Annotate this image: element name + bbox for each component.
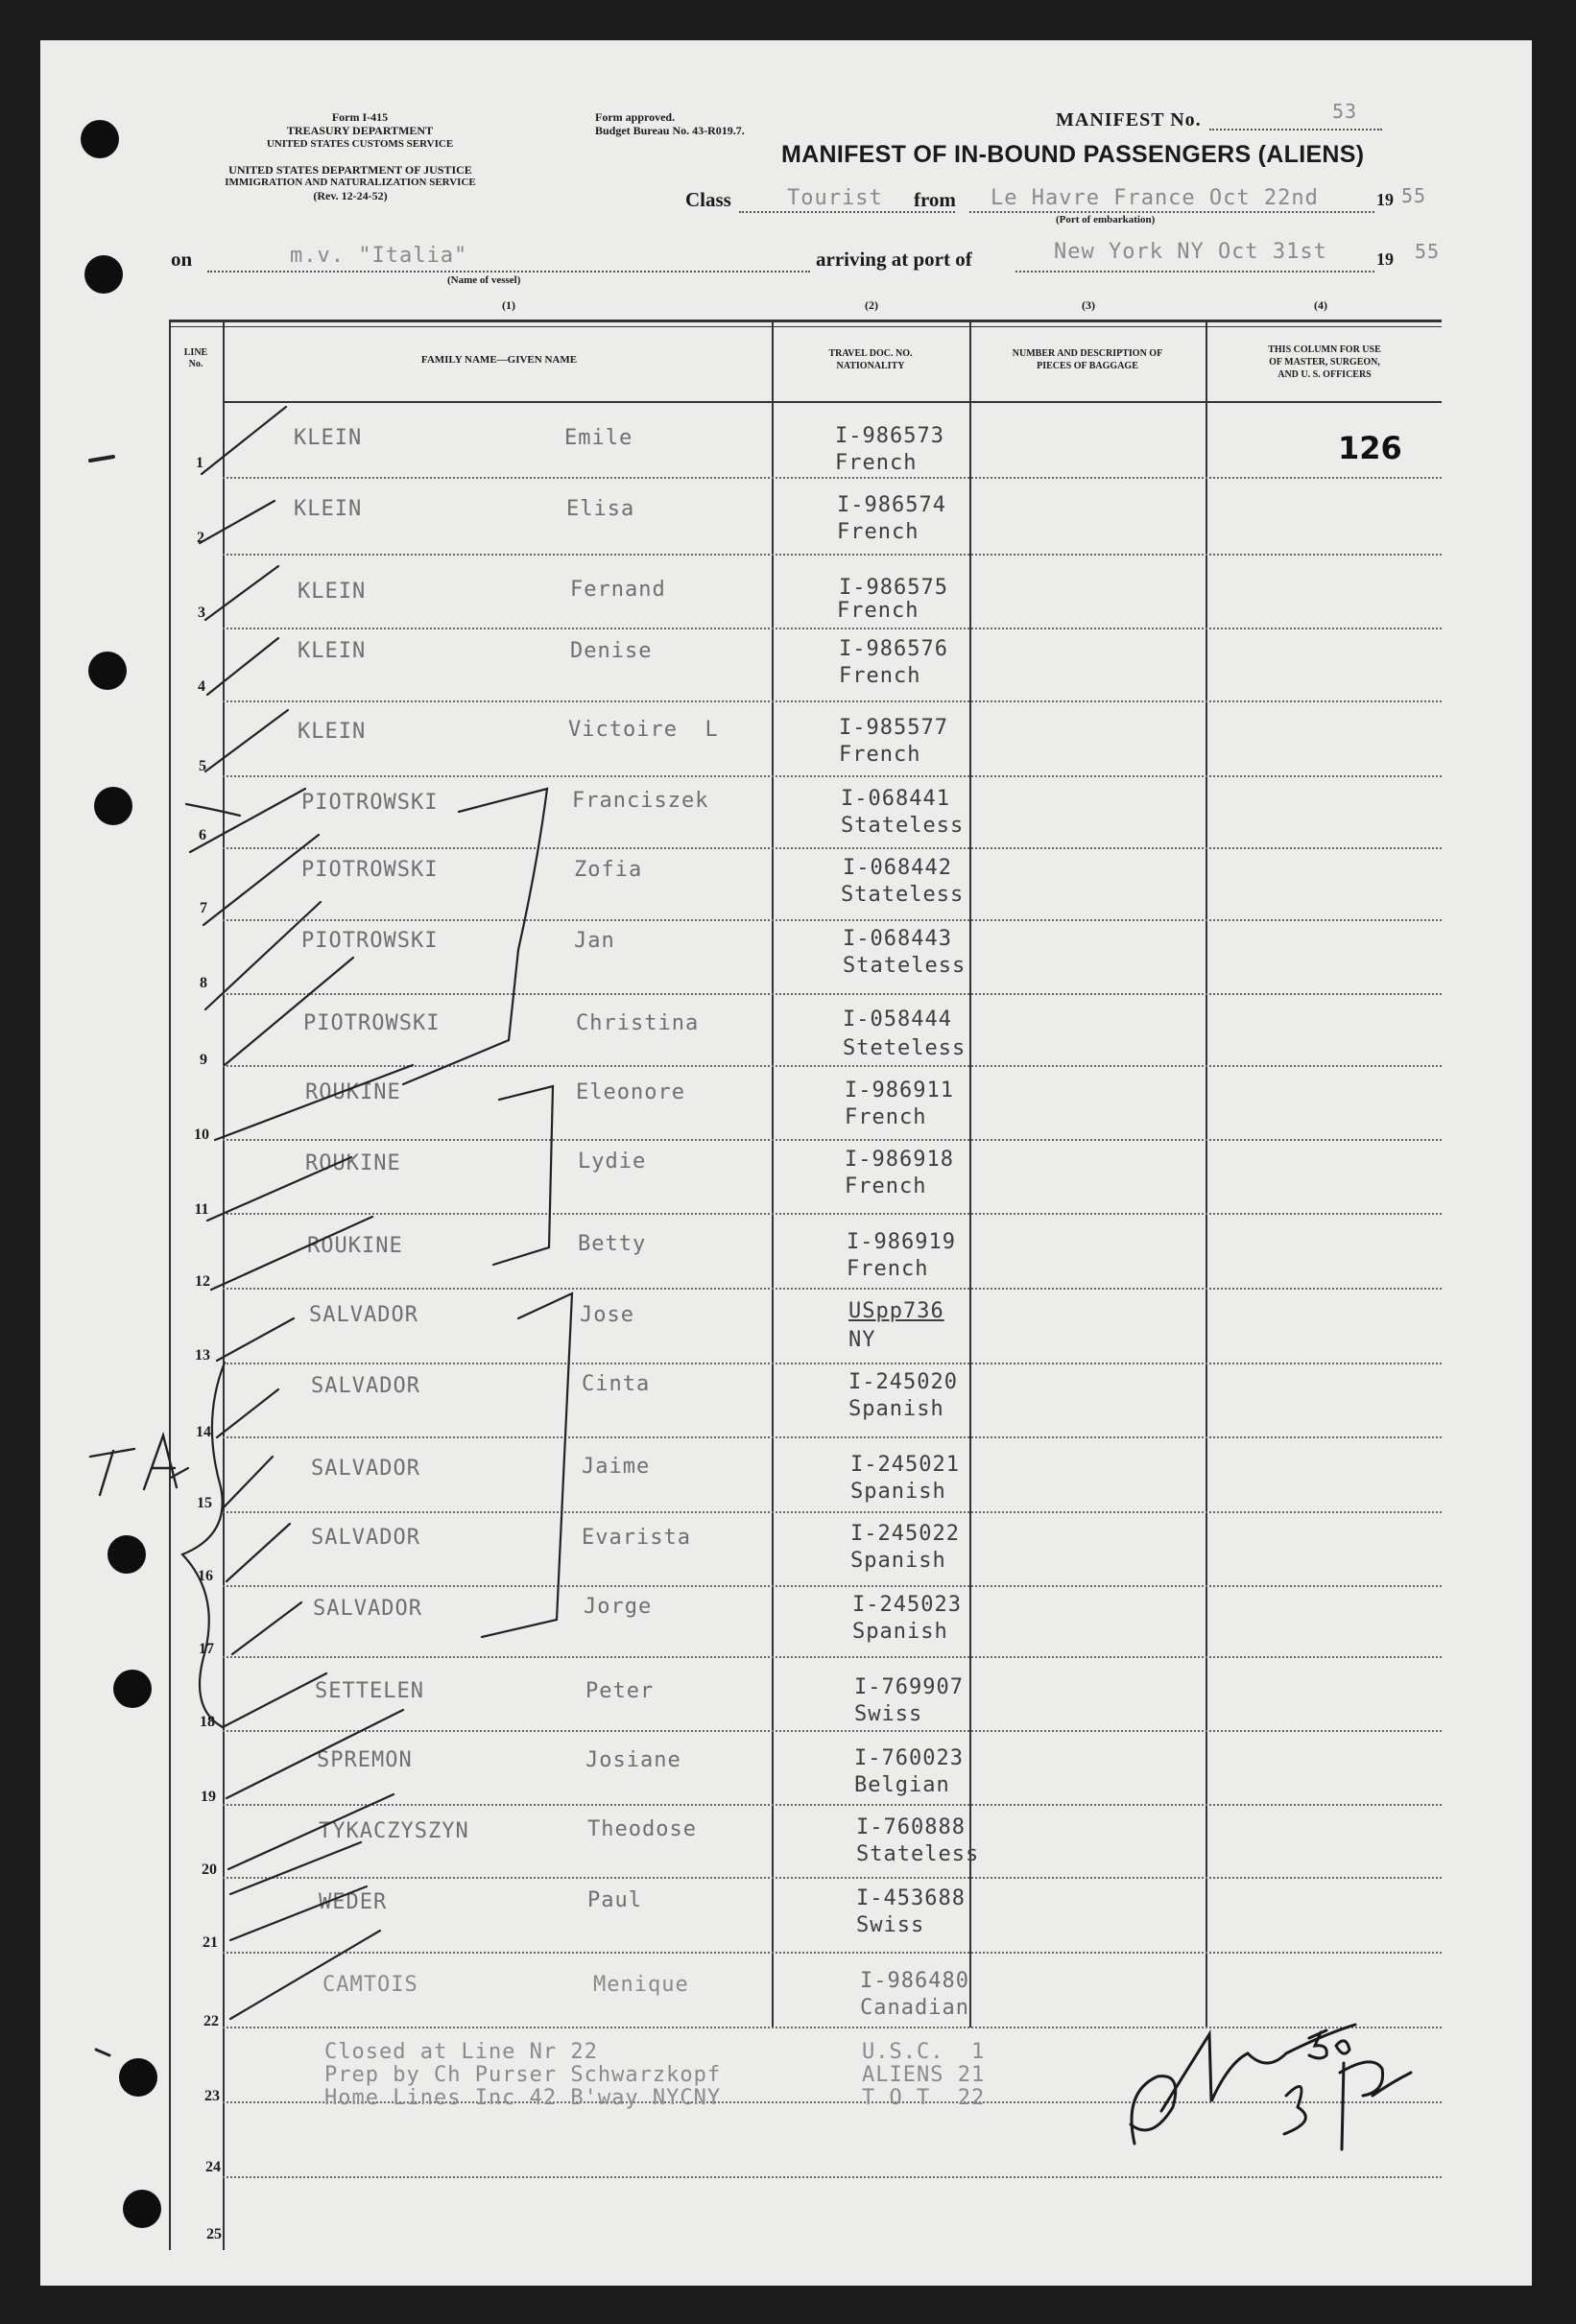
travel-doc-number: I-986574 [837, 493, 946, 517]
passenger-given-name: Betty [578, 1232, 647, 1256]
vessel-caption: (Name of vessel) [447, 274, 521, 286]
line-number: 9 [200, 1052, 207, 1068]
nationality: Spanish [850, 1480, 946, 1504]
travel-doc-number: I-986911 [845, 1079, 954, 1103]
nationality: French [839, 743, 921, 767]
passenger-family-name: SPREMON [317, 1748, 413, 1772]
travel-doc-number: I-986918 [845, 1148, 954, 1172]
passenger-family-name: TYKACZYSZYN [319, 1819, 469, 1843]
nationality: NY [848, 1328, 876, 1352]
form-revision: (Rev. 12-24-52) [313, 189, 388, 202]
vessel-value: m.v. "Italia" [290, 244, 468, 268]
header-family-name: FAMILY NAME—GIVEN NAME [420, 354, 578, 366]
nationality: French [837, 599, 919, 623]
nationality: French [839, 664, 921, 688]
nationality: French [835, 451, 918, 475]
line-number: 2 [197, 530, 204, 546]
passenger-family-name: KLEIN [294, 426, 363, 450]
nationality: Belgian [854, 1773, 950, 1797]
port-embark-caption: (Port of embarkation) [1056, 214, 1156, 225]
travel-doc-number: I-986576 [839, 637, 948, 661]
closing-company: Home Lines Inc 42 B'way NYCNY [324, 2086, 722, 2110]
passenger-given-name: Cinta [582, 1372, 651, 1396]
nationality: Stateless [843, 954, 967, 978]
travel-doc-number: I-985577 [839, 716, 948, 740]
passenger-family-name: CAMTOIS [322, 1973, 418, 1997]
passenger-family-name: WEDER [319, 1890, 388, 1914]
passenger-given-name: Menique [593, 1973, 689, 1997]
nationality: French [837, 520, 919, 544]
line-number: 20 [202, 1862, 217, 1878]
form-number: Form I-415 [331, 110, 389, 124]
passenger-family-name: KLEIN [298, 580, 367, 604]
passenger-given-name: Jan [574, 929, 615, 953]
dept-treasury: TREASURY DEPARTMENT [286, 124, 434, 137]
arrival-year-prefix: 19 [1376, 249, 1394, 269]
passenger-given-name: Emile [564, 426, 633, 450]
line-number: 17 [199, 1641, 214, 1657]
passenger-family-name: ROUKINE [305, 1151, 401, 1175]
nationality: Steteless [843, 1036, 967, 1060]
line-number: 10 [194, 1126, 209, 1143]
line-number: 14 [196, 1424, 211, 1440]
line-number: 19 [201, 1789, 216, 1805]
passenger-family-name: SETTELEN [315, 1679, 424, 1703]
passenger-family-name: KLEIN [298, 639, 367, 663]
nationality: Stateless [841, 883, 965, 907]
nationality: Stateless [841, 814, 965, 838]
passenger-family-name: PIOTROWSKI [301, 791, 439, 815]
manifest-label: MANIFEST No. [1056, 109, 1202, 130]
passenger-family-name: SALVADOR [311, 1526, 420, 1550]
line-number: 3 [198, 605, 205, 621]
closing-prepared-by: Prep by Ch Purser Schwarzkopf [324, 2063, 722, 2087]
nationality: Swiss [854, 1702, 923, 1726]
embarkation-value: Le Havre France Oct 22nd [991, 186, 1319, 210]
nationality: Swiss [856, 1913, 925, 1937]
from-label: from [914, 188, 956, 211]
passenger-family-name: SALVADOR [311, 1457, 420, 1481]
class-value: Tourist [787, 186, 883, 210]
passenger-given-name: Jaime [582, 1455, 651, 1479]
manifest-number: 53 [1332, 100, 1358, 123]
passenger-given-name: Eleonore [576, 1080, 685, 1104]
header-line-no: LINE No. [183, 347, 208, 369]
arrival-value: New York NY Oct 31st [1054, 240, 1327, 264]
travel-doc-number: I-986575 [839, 576, 948, 600]
line-number: 22 [203, 2013, 219, 2029]
line-number: 21 [203, 1934, 218, 1951]
line-number: 24 [205, 2159, 221, 2175]
line-number: 13 [195, 1347, 210, 1364]
passenger-given-name: Franciszek [572, 789, 709, 813]
travel-doc-number: USpp736 [848, 1299, 944, 1323]
col-1-number: (1) [502, 298, 515, 312]
from-year-prefix: 19 [1376, 190, 1394, 209]
from-year: 55 [1401, 184, 1427, 207]
passenger-family-name: KLEIN [298, 720, 367, 744]
line-number: 4 [198, 678, 205, 695]
travel-doc-number: I-760023 [854, 1746, 964, 1770]
travel-doc-number: I-068441 [841, 787, 950, 811]
passenger-given-name: Victoire L [568, 718, 719, 742]
dept-justice: UNITED STATES DEPARTMENT OF JUSTICE [228, 163, 472, 177]
header-officers: THIS COLUMN FOR USE OF MASTER, SURGEON, AND U. S. OFFICERS [1268, 344, 1381, 380]
class-label: Class [685, 188, 731, 211]
travel-doc-number: I-453688 [856, 1886, 966, 1910]
total-overall: T O T 22 [862, 2086, 986, 2110]
passenger-given-name: Josiane [585, 1748, 681, 1772]
total-aliens: ALIENS 21 [862, 2063, 986, 2087]
arrival-year: 55 [1415, 240, 1441, 263]
header-baggage: NUMBER AND DESCRIPTION OF PIECES OF BAGGAGE [1012, 348, 1163, 371]
travel-doc-number: I-986573 [835, 424, 944, 448]
passenger-family-name: PIOTROWSKI [303, 1011, 441, 1035]
travel-doc-number: I-245022 [850, 1522, 960, 1546]
line-number: 23 [204, 2088, 220, 2104]
line-number: 16 [198, 1568, 213, 1584]
travel-doc-number: I-245023 [852, 1593, 962, 1617]
page-title: MANIFEST OF IN-BOUND PASSENGERS (ALIENS) [781, 141, 1365, 168]
travel-doc-number: I-986919 [847, 1230, 956, 1254]
line-number: 18 [200, 1714, 215, 1730]
total-usc: U.S.C. 1 [862, 2040, 986, 2064]
nationality: French [847, 1257, 929, 1281]
line-number: 12 [195, 1273, 210, 1290]
line-number: 7 [200, 900, 207, 916]
travel-doc-number: I-769907 [854, 1675, 964, 1699]
col-4-number: (4) [1314, 298, 1327, 312]
arriving-label: arriving at port of [816, 248, 972, 271]
travel-doc-number: I-986480 [860, 1969, 969, 1993]
col-3-number: (3) [1082, 298, 1095, 312]
passenger-given-name: Evarista [582, 1526, 691, 1550]
col-2-number: (2) [865, 298, 878, 312]
nationality: Spanish [850, 1549, 946, 1573]
line-number: 8 [200, 975, 207, 991]
passenger-given-name: Lydie [578, 1150, 647, 1174]
line-number: 15 [197, 1495, 212, 1511]
line-number: 5 [199, 758, 206, 774]
passenger-family-name: SALVADOR [313, 1597, 422, 1621]
nationality: Spanish [852, 1620, 948, 1644]
passenger-family-name: ROUKINE [305, 1080, 401, 1104]
travel-doc-number: I-245021 [850, 1453, 960, 1477]
passenger-given-name: Denise [570, 639, 653, 663]
passenger-given-name: Elisa [566, 497, 635, 521]
passenger-given-name: Theodose [587, 1817, 697, 1841]
travel-doc-number: I-068442 [843, 856, 952, 880]
passenger-family-name: ROUKINE [307, 1234, 403, 1258]
passenger-given-name: Jose [580, 1303, 634, 1327]
passenger-given-name: Jorge [584, 1595, 653, 1619]
nationality: Stateless [856, 1842, 980, 1866]
passenger-family-name: SALVADOR [309, 1303, 418, 1327]
travel-doc-number: I-760888 [856, 1815, 966, 1839]
closing-note-line: Closed at Line Nr 22 [324, 2040, 598, 2064]
header-travel-doc: TRAVEL DOC. NO. NATIONALITY [828, 348, 913, 371]
line-number: 6 [199, 827, 206, 843]
passenger-family-name: SALVADOR [311, 1374, 420, 1398]
officer-count: 126 [1338, 430, 1402, 466]
form-approved: Form approved. [595, 110, 676, 124]
nationality: French [845, 1105, 927, 1129]
line-number: 25 [206, 2226, 222, 2242]
line-number: 1 [196, 455, 203, 471]
line-number: 11 [194, 1201, 209, 1218]
ins-service: IMMIGRATION AND NATURALIZATION SERVICE [225, 177, 476, 188]
passenger-given-name: Christina [576, 1011, 700, 1035]
nationality: Spanish [848, 1397, 944, 1421]
customs-service: UNITED STATES CUSTOMS SERVICE [266, 138, 454, 150]
nationality: French [845, 1174, 927, 1198]
travel-doc-number: I-058444 [843, 1008, 952, 1032]
passenger-given-name: Fernand [570, 578, 666, 602]
passenger-given-name: Paul [587, 1888, 642, 1912]
passenger-family-name: KLEIN [294, 497, 363, 521]
passenger-family-name: PIOTROWSKI [301, 929, 439, 953]
budget-bureau: Budget Bureau No. 43-R019.7. [595, 124, 745, 137]
nationality: Canadian [860, 1996, 969, 2020]
passenger-given-name: Peter [585, 1679, 655, 1703]
travel-doc-number: I-245020 [848, 1370, 958, 1394]
passenger-family-name: PIOTROWSKI [301, 858, 439, 882]
passenger-given-name: Zofia [574, 858, 643, 882]
travel-doc-number: I-068443 [843, 927, 952, 951]
on-label: on [171, 248, 193, 271]
